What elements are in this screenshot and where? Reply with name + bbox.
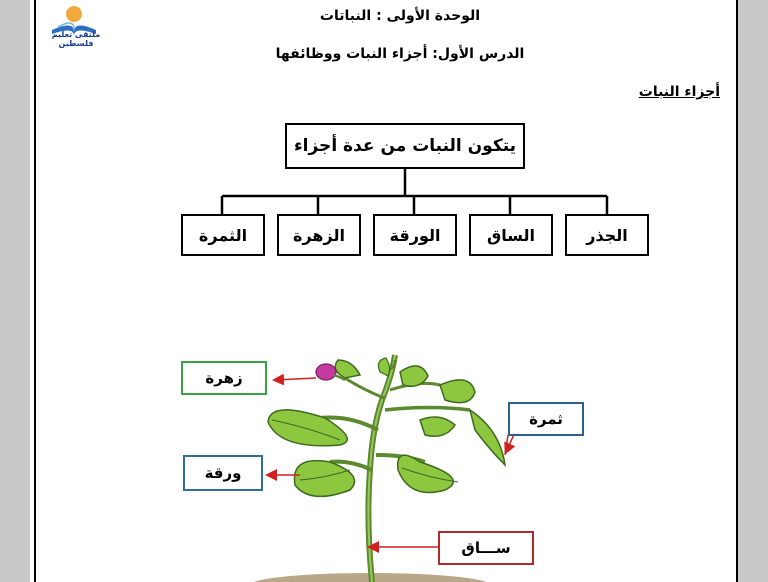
stem-label: ســـاق — [438, 531, 534, 565]
part-fruit-box: الثمرة — [181, 214, 265, 256]
part-root-box: الجذر — [565, 214, 649, 256]
part-stem-box: الساق — [469, 214, 553, 256]
part-flower-box: الزهرة — [277, 214, 361, 256]
unit-title: الوحدة الأولى : النباتات — [319, 8, 481, 24]
fruit-label: ثمرة — [508, 402, 584, 436]
diagram-root-box: يتكون النبات من عدة أجزاء — [285, 123, 525, 169]
leaf-label: ورقة — [183, 455, 263, 491]
part-leaf-box: الورقة — [373, 214, 457, 256]
lesson-title: الدرس الأول: أجزاء النبات ووظائفها — [275, 46, 525, 62]
section-title: أجزاء النبات — [638, 84, 720, 100]
logo-text: ملتقى تعليم فلسطين — [51, 30, 101, 48]
flower-label: زهرة — [181, 361, 267, 395]
